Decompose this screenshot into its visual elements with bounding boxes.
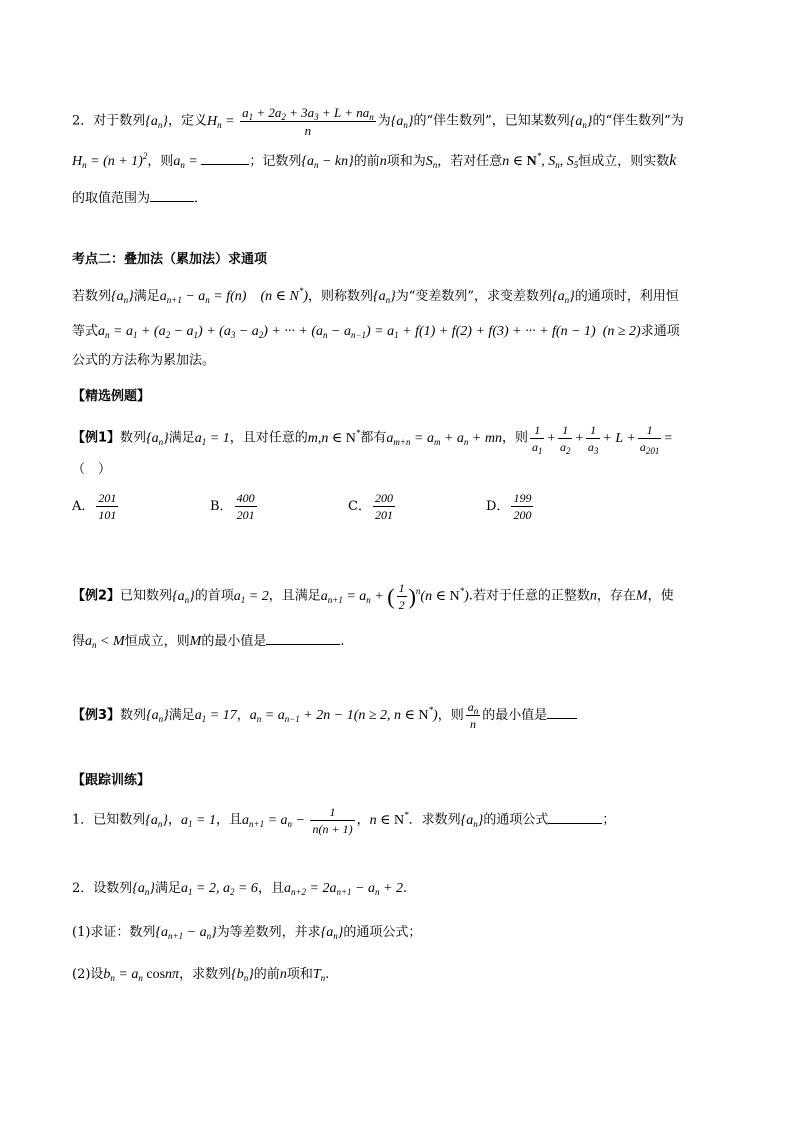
formula: n ∈ N* (369, 809, 409, 828)
option-letter: C． (348, 499, 371, 514)
formula: n (589, 588, 597, 604)
formula: $\{a_n - kn\}$ (301, 154, 354, 170)
text: 得 (72, 634, 86, 649)
text: . (325, 967, 330, 982)
formula: M (635, 588, 648, 604)
option-b[interactable] (210, 492, 259, 521)
formula: $\{a_n\}$ (569, 113, 593, 130)
formula: M (189, 634, 202, 649)
formula-recurrence: $a_{n+1} = a_n$ − $\frac{1}{n(n + 1)}$ (242, 805, 353, 836)
denominator: 201 (374, 508, 393, 522)
option-letter: A． (72, 499, 95, 514)
text: 数列 (120, 708, 147, 723)
text: 数列 (120, 430, 147, 446)
formula: $a_{n+1} - a_n = f(n)$ (n ∈ N*) (159, 286, 309, 305)
formula-recurrence: $a_n = a_{n-1} + 2n - 1(n \ge 2$, n ∈ N*) (249, 705, 438, 724)
formula: k (669, 152, 677, 169)
formula: $T_n$ (312, 967, 326, 983)
text: ，若对任意 (437, 154, 503, 169)
formula: $\{a_n\}$ (146, 708, 169, 724)
formula: $\{a_n\}$ (111, 289, 134, 305)
text: ，则 (437, 708, 464, 723)
formula: $\{b_n\}$ (231, 967, 254, 983)
training-2-part-1 (72, 923, 421, 943)
option-c[interactable] (348, 492, 397, 521)
formula: $a_1 = 17$ (194, 708, 237, 724)
text: 恒成立，则实数 (578, 154, 670, 169)
formula-identity: $a_n = a_1 + (a_2 - a_1) + (a_3 - a_2)$ + ··· + $(a_n - a_{n-1}) = a_1 + f(1) + f(2) + f(3)$ + ··· + f(n − 1) (n ≥ 2) (98, 324, 641, 340)
text: 项和 (286, 967, 313, 982)
text: ；记数列 (249, 154, 302, 169)
example-label: 【例1】 (72, 430, 121, 446)
training-heading: 【跟踪训练】 (72, 773, 151, 788)
formula: $\{a_n\}$ (373, 289, 396, 305)
answer-blank[interactable] (266, 630, 340, 645)
text: 的通项时，利用恒 (574, 289, 679, 304)
text: 满足 (155, 881, 182, 896)
formula: $S_n$ (425, 154, 438, 170)
examples-heading: 【精选例题】 (72, 389, 151, 404)
question-number: 1． (72, 812, 94, 828)
text: 都有 (360, 430, 387, 446)
formula-definition: $H_n$ = $\frac{a_1 + 2a_2 + 3a_3 + L + na_n}{n}$ (207, 105, 374, 138)
numerator: 201 (98, 491, 117, 505)
formula: $\{a_n\}$ (146, 430, 169, 447)
question-number: 2． (72, 113, 94, 129)
example-2-line-1 (72, 582, 674, 611)
text: (1)求证：数列 (72, 925, 156, 940)
text: 已知数列 (93, 812, 146, 828)
text: 设数列 (93, 881, 133, 896)
formula: n ∈ N*, $S_n$, $S_5$ (502, 151, 579, 170)
text: ，且 (257, 881, 284, 896)
text: ，求数列 (179, 967, 232, 982)
formula: $a_1 = 2$ (233, 588, 269, 605)
training-1-line (72, 806, 615, 835)
text: (2)设 (72, 967, 104, 982)
text: 求通项 (640, 324, 680, 339)
text: ．求数列 (408, 812, 461, 828)
formula: $\{a_n\}$ (552, 289, 575, 305)
text: 对于数列 (93, 113, 146, 129)
formula: $\{a_n\}$ (390, 113, 414, 130)
text: 的最小值是 (482, 708, 548, 723)
text: 的“伴生数列”为 (592, 113, 684, 129)
answer-blank[interactable] (201, 150, 249, 165)
text: ，则 (147, 154, 174, 169)
formula: $\{a_n\}$ (132, 881, 156, 897)
text: 的“伴生数列”，已知某数列 (413, 113, 570, 129)
text: ，则称数列 (308, 289, 374, 304)
option-a[interactable] (72, 492, 120, 521)
question-number: 2． (72, 881, 94, 896)
text: 的取值范围为 (72, 191, 151, 206)
formula-fraction: $\frac{a_n}{n}$ (467, 700, 479, 731)
q2-line-2 (72, 150, 676, 172)
formula: $\{a_n\}$ (460, 812, 484, 829)
formula-recurrence: $a_{n+2} = 2a_{n+1} - a_n + 2$ (283, 881, 403, 897)
option-letter: D． (486, 499, 510, 514)
formula: $\{a_n\}$ (172, 588, 195, 605)
text: 的前 (353, 154, 380, 169)
example-label: 【例3】 (72, 708, 121, 723)
text: 项和为 (386, 154, 426, 169)
formula-recurrence: $a_{n+1} = a_n$ + ( $\frac{1}{2}$ )$^n$(n ∈ N*) (320, 581, 469, 612)
formula: $a_1 = 2$, $a_2 = 6$ (181, 881, 258, 897)
text: ； (602, 812, 616, 828)
text: 满足 (133, 289, 160, 304)
text: 等式 (72, 324, 99, 339)
example-label: 【例2】 (72, 588, 121, 604)
text: ，且对任意的 (229, 430, 308, 446)
section2-line-1 (72, 287, 679, 307)
formula: $a_n < M$ (85, 634, 125, 650)
text: 恒成立，则 (124, 634, 190, 649)
text: ，定义 (168, 113, 208, 129)
text: ，且 (215, 812, 242, 828)
text: 为 (377, 113, 391, 129)
section-heading: 考点二：叠加法（累加法）求通项 (72, 252, 268, 267)
training-2-part-2 (72, 965, 329, 985)
formula: $\{a_n\}$ (145, 812, 169, 829)
option-d[interactable] (486, 492, 535, 521)
text: ，则 (501, 430, 528, 446)
formula-sum: $\frac{1}{a_1}$ + $\frac{1}{a_2}$ + $\frac{1}{a_3}$ + L + $\frac{1}{a_{201}}$ = (531, 423, 673, 456)
example-1-options (72, 492, 722, 532)
option-fraction (511, 492, 533, 521)
option-fraction (235, 492, 257, 521)
text: 的通项公式 (483, 812, 549, 828)
answer-blank[interactable] (547, 704, 577, 719)
formula: $\{a_n\}$ (145, 113, 169, 130)
formula: $b_n = a_n$ cosnπ (103, 967, 180, 983)
numerator: 400 (236, 491, 255, 505)
formula: $\{a_n\}$ (320, 925, 344, 941)
section2-line-3: 公式的方法称为累加法。 (72, 353, 216, 368)
answer-blank[interactable] (548, 809, 602, 824)
example-2-line-2 (72, 630, 344, 652)
option-fraction (373, 492, 395, 521)
option-letter: B． (210, 499, 233, 514)
denominator: 101 (98, 508, 117, 522)
text: 满足 (168, 430, 195, 446)
text: . (340, 634, 345, 649)
text: 的通项公式； (343, 925, 422, 940)
formula: n (379, 154, 387, 169)
text: ． (194, 191, 208, 206)
text: .若对于任意的正整数 (468, 588, 590, 604)
training-2-line-1 (72, 879, 407, 899)
text: 为等差数列，并求 (216, 925, 321, 940)
text: 满足 (168, 708, 195, 723)
text: ，使 (647, 588, 674, 604)
answer-blank[interactable] (150, 187, 194, 202)
example-1-choice-paren: （ ） (72, 462, 112, 477)
formula: $a_n$ = (173, 154, 202, 170)
denominator: 201 (236, 508, 255, 522)
text: ，且满足 (268, 588, 321, 604)
formula: $H_n = (n + 1)^2$ (72, 151, 148, 170)
text: . (402, 881, 408, 896)
formula: n (279, 967, 287, 982)
formula: $a_1 = 1$ (194, 430, 230, 447)
numerator: 200 (374, 491, 393, 505)
q2-line-1 (72, 106, 684, 137)
q2-line-3 (72, 187, 207, 209)
text: ，存在 (596, 588, 636, 604)
text: 已知数列 (120, 588, 173, 604)
denominator: 200 (513, 508, 532, 522)
text: 的前 (253, 967, 280, 982)
option-fraction (96, 492, 118, 521)
formula: $a_{m+n} = a_m + a_n$ + mn (386, 430, 502, 447)
text: 若数列 (72, 289, 112, 304)
example-1-line-1 (72, 423, 673, 456)
example-3-line-1 (72, 701, 577, 730)
section2-line-2 (72, 322, 680, 342)
text: ， (236, 708, 250, 723)
formula: $\{a_{n+1} - a_n\}$ (155, 925, 217, 941)
text: 的最小值是 (201, 634, 267, 649)
formula: $a_1 = 1$ (181, 812, 216, 829)
numerator: 199 (513, 491, 532, 505)
text: ， (356, 812, 370, 828)
text: ， (168, 812, 182, 828)
text: 的首项 (194, 588, 234, 604)
formula: m,n ∈ N* (307, 427, 361, 446)
text: 为“变差数列”，求变差数列 (395, 289, 553, 304)
